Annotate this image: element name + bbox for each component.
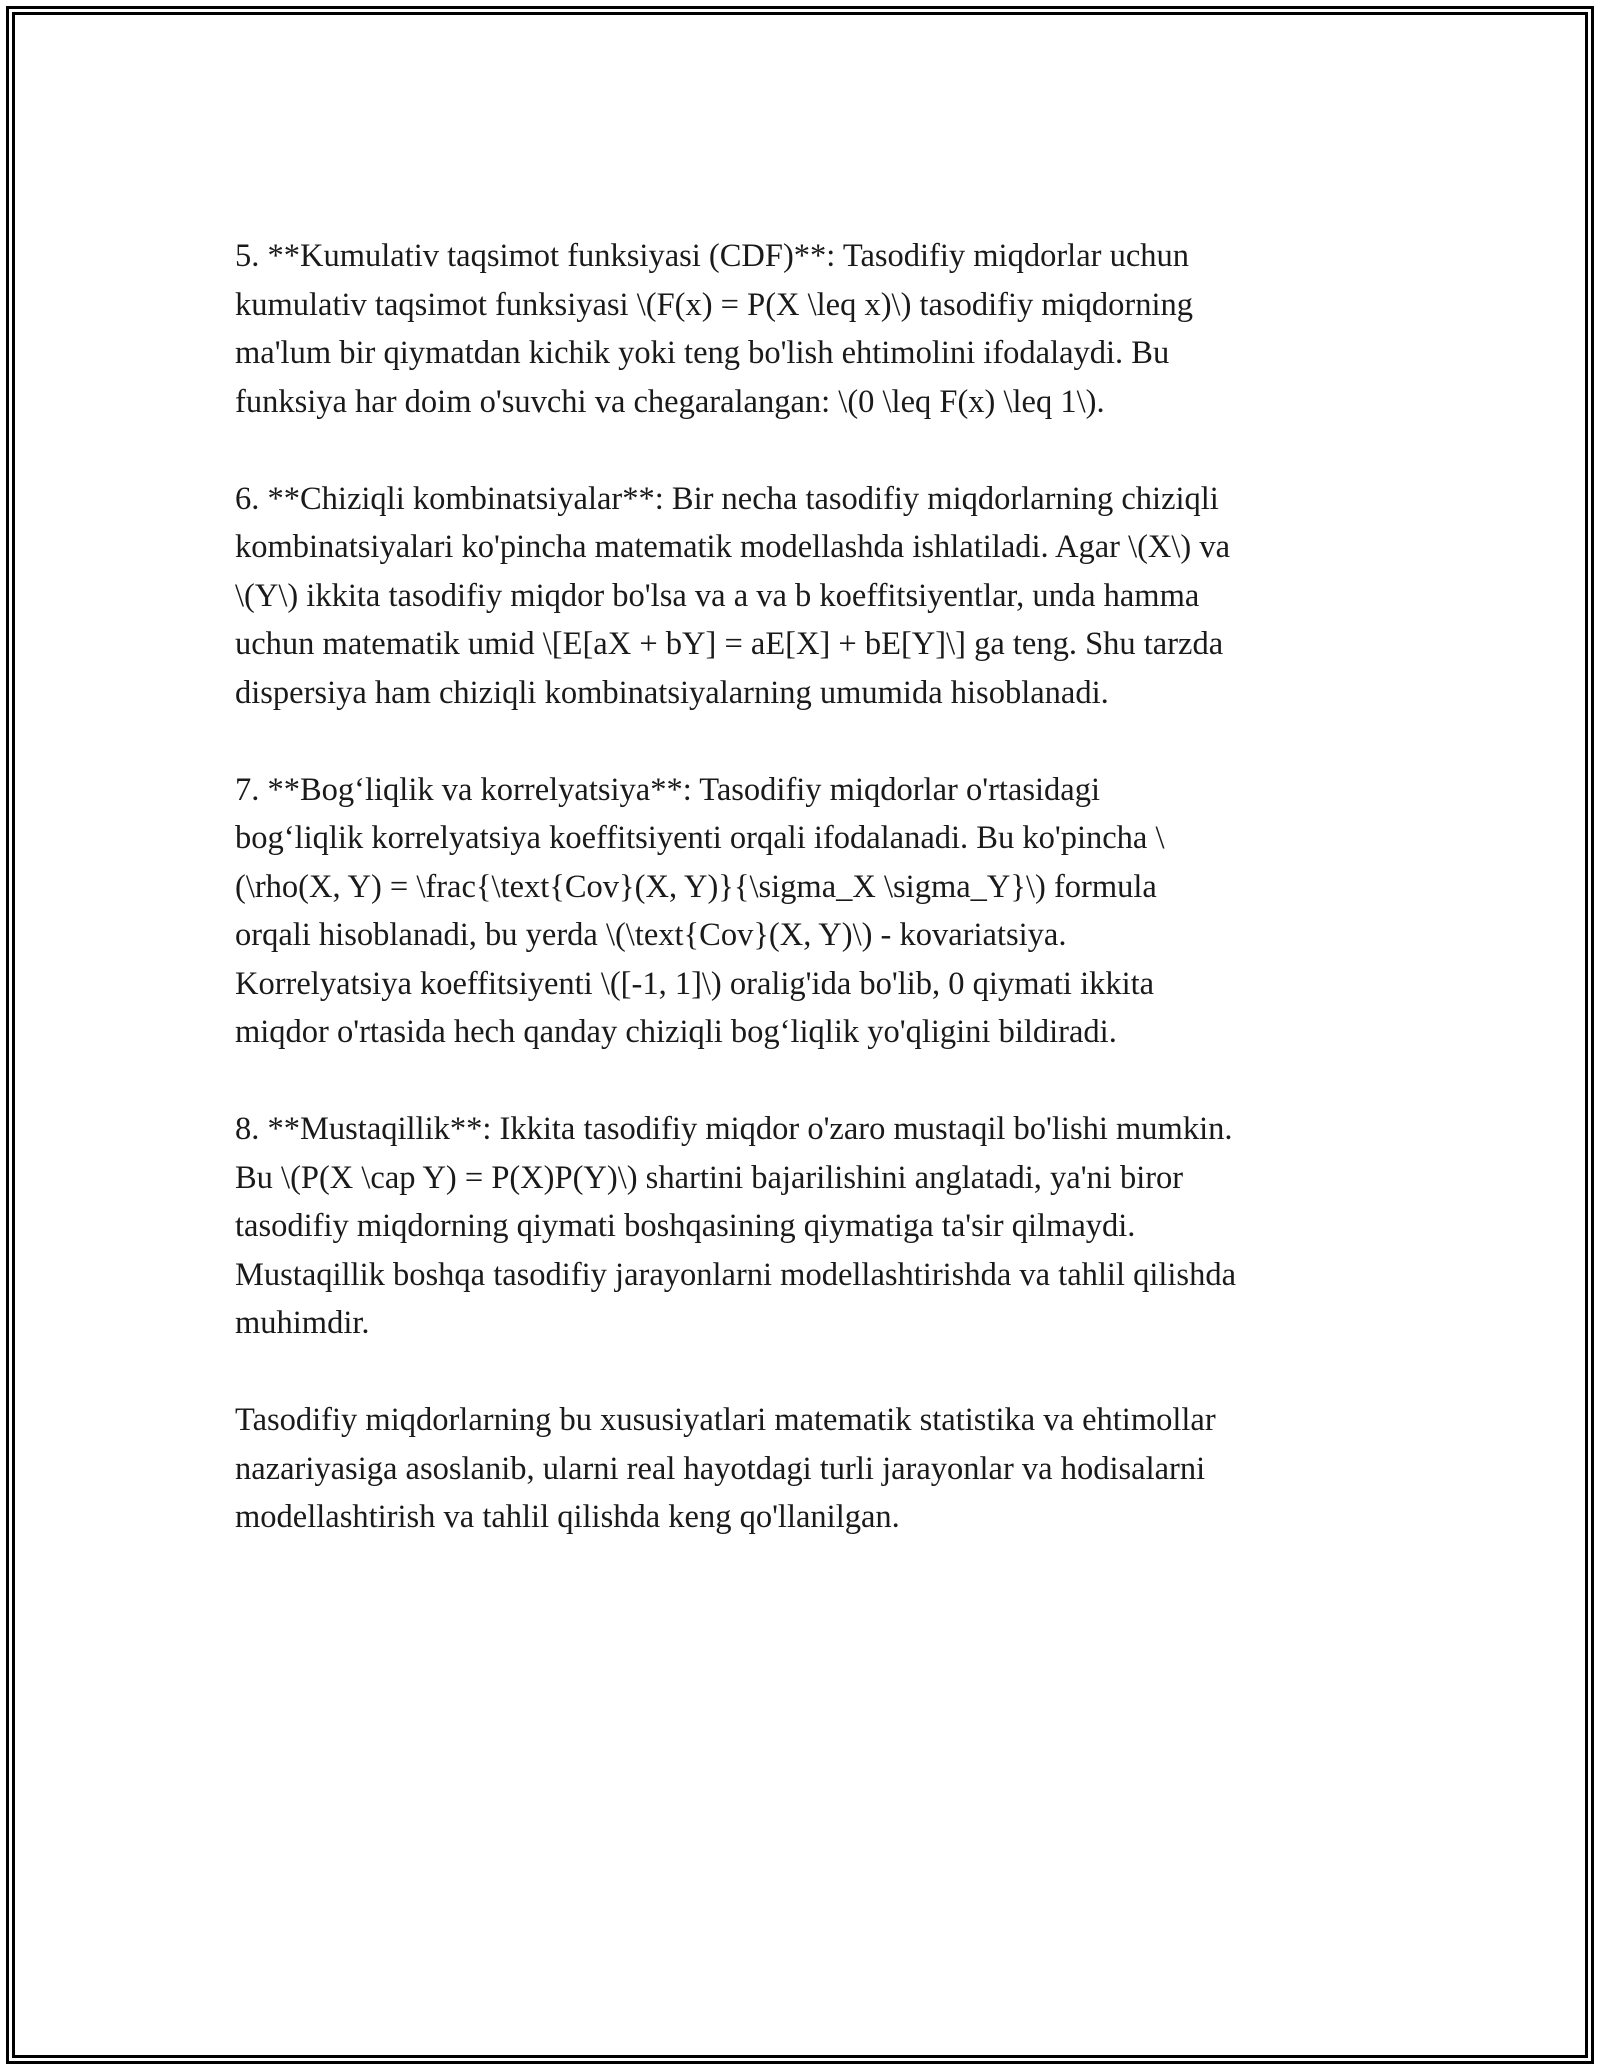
paragraph-linear-combinations: 6. **Chiziqli kombinatsiyalar**: Bir necha tasodifiy miqdorlarning chiziqli kombinatsiyalari ko'pincha matematik modellashda ishlatiladi. Agar \(X\) va \(Y\) ikkita tasodifiy miqdor bo'lsa va a va b koeffitsiyentlar, unda hamma uchun matematik umid \[E[aX + bY] = aE[X] + bE[Y]\] ga teng. Shu tarzda dispersiya ham chiziqli kombinatsiyalarning umumida hisoblanadi. [235, 480, 1231, 711]
paragraph-independence: 8. **Mustaqillik**: Ikkita tasodifiy miqdor o'zaro mustaqil bo'lishi mumkin. Bu \(P(X \cap Y) = P(X)P(Y)\) shartini bajarilishini anglatadi, ya'ni biror tasodifiy miqdorning qiymati boshqasining qiymatiga ta'sir qilmaydi. Mustaqillik boshqa tasodifiy jarayonlarni modellashtirishda va tahlil qilishda muhimdir. [235, 1111, 1237, 1341]
paragraph-cdf: 5. **Kumulativ taqsimot funksiyasi (CDF)**: Tasodifiy miqdorlar uchun kumulativ taqsimot funksiyasi \(F(x) = P(X \leq x)\) tasodifiy miqdorning ma'lum bir qiymatdan kichik yoki teng bo'lish ehtimolini ifodalaydi. Bu funksiya har doim o'suvchi va chegaralangan: \(0 \leq F(x) \leq 1\). [235, 238, 1194, 420]
document-body [235, 232, 1375, 1542]
paragraph-correlation: 7. **Bog‘liqlik va korrelyatsiya**: Tasodifiy miqdorlar o'rtasidagi bog‘liqlik korrelyatsiya koeffitsiyenti orqali ifodalanadi. Bu ko'pincha \ (\rho(X, Y) = \frac{\text{Cov}(X, Y)}{\sigma_X \sigma_Y}\) formula orqali hisoblanadi, bu yerda \(\text{Cov}(X, Y)\) - kovariatsiya. Korrelyatsiya koeffitsiyenti \([-1, 1]\) oralig'ida bo'lib, 0 qiymati ikkita miqdor o'rtasida hech qanday chiziqli bog‘liqlik yo'qligini bildiradi. [235, 771, 1165, 1050]
paragraph-conclusion: Tasodifiy miqdorlarning bu xususiyatlari matematik statistika va ehtimollar nazariyasiga asoslanib, ularni real hayotdagi turli jarayonlar va hodisalarni modellashtirish va tahlil qilishda keng qo'llanilgan. [235, 1402, 1216, 1535]
